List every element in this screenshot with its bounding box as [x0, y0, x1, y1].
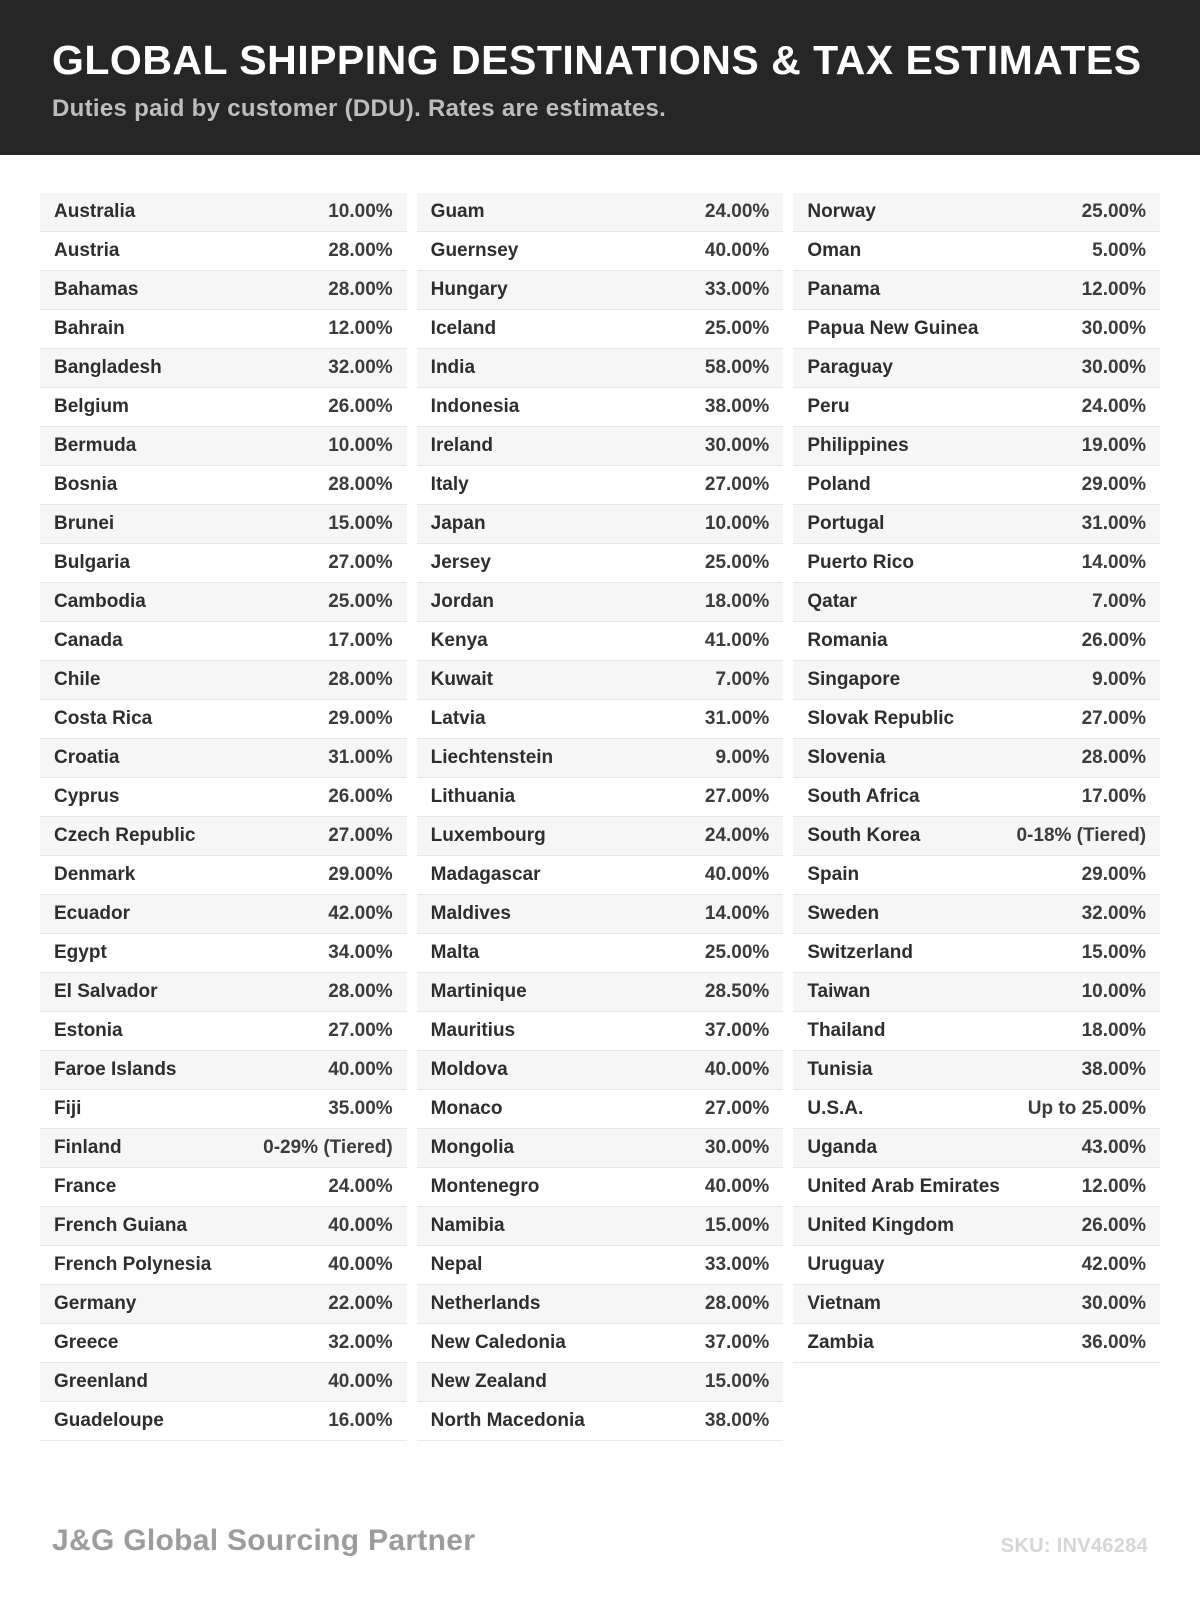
tax-rate: 41.00% — [704, 630, 770, 652]
tax-rate: 30.00% — [1081, 357, 1147, 379]
tax-rate: 24.00% — [328, 1176, 393, 1198]
tax-rate: 27.00% — [328, 825, 393, 847]
table-row — [417, 271, 784, 310]
tax-rate: 42.00% — [1081, 1254, 1147, 1276]
country-name: Uganda — [807, 1137, 878, 1159]
tax-rate: 24.00% — [1081, 396, 1147, 418]
tax-rate: 30.00% — [1081, 1293, 1147, 1315]
tax-rate: 27.00% — [704, 474, 770, 496]
table-row — [417, 856, 784, 895]
table-row — [417, 622, 784, 661]
tax-rate: 26.00% — [328, 396, 393, 418]
tax-rate: 24.00% — [704, 201, 770, 223]
tax-rate: 36.00% — [1081, 1332, 1147, 1354]
table-row — [793, 583, 1160, 622]
table-row — [40, 271, 407, 310]
country-name: Papua New Guinea — [807, 318, 979, 340]
table-row — [417, 700, 784, 739]
tax-rate: 25.00% — [1081, 201, 1147, 223]
tax-rate: 58.00% — [704, 357, 770, 379]
country-name: Lithuania — [430, 786, 516, 808]
table-row — [793, 1051, 1160, 1090]
table-row — [417, 1090, 784, 1129]
table-row — [793, 466, 1160, 505]
country-name: Germany — [54, 1293, 137, 1315]
table-row — [417, 1324, 784, 1363]
country-name: Poland — [807, 474, 871, 496]
country-name: Monaco — [430, 1098, 503, 1120]
table-row — [417, 1285, 784, 1324]
tax-rate: 29.00% — [328, 708, 393, 730]
tax-rate: 9.00% — [715, 747, 770, 769]
country-name: Finland — [54, 1137, 122, 1159]
tax-rate: 29.00% — [328, 864, 393, 886]
table-row — [40, 622, 407, 661]
tax-rate: 17.00% — [328, 630, 393, 652]
country-name: Denmark — [54, 864, 136, 886]
tax-rate: 32.00% — [328, 1332, 393, 1354]
table-row — [793, 778, 1160, 817]
country-name: Jordan — [430, 591, 495, 613]
country-name: Ecuador — [54, 903, 131, 925]
page-subtitle: Duties paid by customer (DDU). Rates are estimates. — [52, 95, 667, 123]
table-row — [793, 622, 1160, 661]
tax-rate: 27.00% — [1081, 708, 1147, 730]
tax-rate: 29.00% — [1081, 474, 1147, 496]
country-name: Taiwan — [807, 981, 871, 1003]
table-row — [417, 310, 784, 349]
tax-rate: 7.00% — [1092, 591, 1147, 613]
table-row — [417, 1207, 784, 1246]
tax-rate: 28.00% — [1081, 747, 1147, 769]
tax-rate: 15.00% — [1081, 942, 1147, 964]
tax-rate: 26.00% — [1081, 630, 1147, 652]
table-row — [417, 505, 784, 544]
page-header — [0, 0, 1200, 155]
country-name: Qatar — [807, 591, 857, 613]
country-name: Mauritius — [430, 1020, 516, 1042]
country-name: Bermuda — [54, 435, 137, 457]
table-row — [793, 1090, 1160, 1129]
country-name: Philippines — [807, 435, 909, 457]
tax-rate: 14.00% — [1081, 552, 1147, 574]
table-row — [793, 271, 1160, 310]
country-name: North Macedonia — [430, 1410, 585, 1432]
tax-rate: 14.00% — [704, 903, 770, 925]
table-row — [40, 856, 407, 895]
table-row — [40, 700, 407, 739]
tax-rate: 25.00% — [704, 318, 770, 340]
tax-rate: 18.00% — [704, 591, 770, 613]
tax-rate: 0-29% (Tiered) — [263, 1137, 393, 1159]
table-row — [40, 427, 407, 466]
table-row — [40, 544, 407, 583]
tax-rate: 25.00% — [328, 591, 393, 613]
country-name: Puerto Rico — [807, 552, 914, 574]
table-row — [793, 739, 1160, 778]
table-row — [40, 1012, 407, 1051]
country-name: Guadeloupe — [54, 1410, 164, 1432]
table-row — [40, 1051, 407, 1090]
table-row — [417, 544, 784, 583]
table-row — [417, 934, 784, 973]
tax-rate: 40.00% — [704, 864, 770, 886]
table-row — [417, 583, 784, 622]
table-row — [417, 427, 784, 466]
tax-rate: 40.00% — [328, 1371, 393, 1393]
table-row — [793, 1168, 1160, 1207]
table-row — [417, 1168, 784, 1207]
table-row — [417, 1402, 784, 1441]
country-name: Greenland — [54, 1371, 148, 1393]
country-name: Guam — [430, 201, 485, 223]
table-row — [417, 1051, 784, 1090]
country-name: Bahrain — [54, 318, 125, 340]
country-name: French Guiana — [54, 1215, 188, 1237]
country-name: Iceland — [430, 318, 497, 340]
tax-rate: 15.00% — [704, 1371, 770, 1393]
tax-rate: 17.00% — [1081, 786, 1147, 808]
tax-rate: 10.00% — [328, 201, 393, 223]
table-row — [417, 1246, 784, 1285]
tax-rate: 27.00% — [328, 1020, 393, 1042]
tax-rate: Up to 25.00% — [1027, 1098, 1147, 1120]
table-row — [793, 700, 1160, 739]
country-name: Nepal — [430, 1254, 483, 1276]
country-name: Kuwait — [430, 669, 493, 691]
country-name: Cambodia — [54, 591, 146, 613]
country-name: Indonesia — [430, 396, 520, 418]
table-row — [793, 1129, 1160, 1168]
country-name: Italy — [430, 474, 469, 496]
country-name: Montenegro — [430, 1176, 540, 1198]
country-name: Slovak Republic — [807, 708, 955, 730]
tax-rate: 30.00% — [704, 435, 770, 457]
country-name: Egypt — [54, 942, 107, 964]
table-row — [40, 388, 407, 427]
country-name: Bahamas — [54, 279, 139, 301]
country-name: Chile — [54, 669, 101, 691]
tax-rate: 28.00% — [704, 1293, 770, 1315]
country-name: U.S.A. — [807, 1098, 864, 1120]
country-name: Canada — [54, 630, 123, 652]
tax-rate: 29.00% — [1081, 864, 1147, 886]
tax-rate: 25.00% — [704, 942, 770, 964]
tax-rate: 38.00% — [1081, 1059, 1147, 1081]
tax-rate: 28.50% — [704, 981, 770, 1003]
table-row — [40, 1363, 407, 1402]
country-name: Norway — [807, 201, 876, 223]
country-name: Austria — [54, 240, 120, 262]
tax-rate: 10.00% — [328, 435, 393, 457]
table-row — [40, 739, 407, 778]
table-row — [417, 817, 784, 856]
table-row — [793, 1285, 1160, 1324]
table-row — [417, 1012, 784, 1051]
tax-rate: 31.00% — [1081, 513, 1147, 535]
tax-rate: 40.00% — [704, 1176, 770, 1198]
tax-rate: 30.00% — [704, 1137, 770, 1159]
tax-rate: 18.00% — [1081, 1020, 1147, 1042]
table-row — [417, 778, 784, 817]
table-row — [793, 1207, 1160, 1246]
table-row — [40, 193, 407, 232]
country-name: Zambia — [807, 1332, 874, 1354]
page-footer — [0, 1524, 1200, 1600]
tax-rate: 12.00% — [1081, 279, 1147, 301]
tax-rate: 28.00% — [328, 474, 393, 496]
country-name: Paraguay — [807, 357, 893, 379]
tax-rate: 7.00% — [715, 669, 770, 691]
country-name: Bulgaria — [54, 552, 131, 574]
table-row — [417, 739, 784, 778]
country-name: Japan — [430, 513, 486, 535]
tax-rate: 25.00% — [704, 552, 770, 574]
table-row — [40, 778, 407, 817]
country-name: Hungary — [430, 279, 508, 301]
country-name: Uruguay — [807, 1254, 885, 1276]
table-row — [793, 232, 1160, 271]
table-row — [40, 1285, 407, 1324]
country-name: India — [430, 357, 476, 379]
table-row — [40, 310, 407, 349]
tax-rate: 28.00% — [328, 669, 393, 691]
country-name: Thailand — [807, 1020, 886, 1042]
tax-rate: 22.00% — [328, 1293, 393, 1315]
table-row — [40, 1402, 407, 1441]
country-name: French Polynesia — [54, 1254, 212, 1276]
tax-rate: 27.00% — [704, 786, 770, 808]
table-row — [793, 895, 1160, 934]
table-row — [417, 1363, 784, 1402]
tax-rate: 12.00% — [328, 318, 393, 340]
country-name: Spain — [807, 864, 860, 886]
tax-rate: 42.00% — [328, 903, 393, 925]
rates-column-3 — [793, 193, 1160, 1363]
table-row — [40, 1168, 407, 1207]
country-name: Singapore — [807, 669, 901, 691]
tax-rate: 12.00% — [1081, 1176, 1147, 1198]
country-name: Switzerland — [807, 942, 913, 964]
tax-rate: 37.00% — [704, 1020, 770, 1042]
tax-rate: 35.00% — [328, 1098, 393, 1120]
table-row — [793, 1324, 1160, 1363]
rates-grid — [0, 155, 1200, 1441]
table-row — [793, 661, 1160, 700]
table-row — [793, 934, 1160, 973]
country-name: Martinique — [430, 981, 527, 1003]
table-row — [40, 232, 407, 271]
sku-label: SKU: INV46284 — [1000, 1535, 1148, 1557]
tax-rate: 40.00% — [704, 1059, 770, 1081]
country-name: South Korea — [807, 825, 921, 847]
country-name: Brunei — [54, 513, 115, 535]
table-row — [40, 349, 407, 388]
country-name: Fiji — [54, 1098, 82, 1120]
country-name: Faroe Islands — [54, 1059, 177, 1081]
country-name: Panama — [807, 279, 881, 301]
table-row — [40, 583, 407, 622]
country-name: Czech Republic — [54, 825, 196, 847]
tax-rate: 28.00% — [328, 279, 393, 301]
tax-rate: 32.00% — [1081, 903, 1147, 925]
country-name: Netherlands — [430, 1293, 541, 1315]
table-row — [417, 1129, 784, 1168]
tax-rate: 15.00% — [328, 513, 393, 535]
country-name: Slovenia — [807, 747, 886, 769]
table-row — [40, 1090, 407, 1129]
table-row — [40, 934, 407, 973]
tax-rate: 27.00% — [328, 552, 393, 574]
tax-rate: 43.00% — [1081, 1137, 1147, 1159]
table-row — [793, 310, 1160, 349]
country-name: Bangladesh — [54, 357, 162, 379]
rates-column-1 — [40, 193, 407, 1441]
tax-rate: 26.00% — [328, 786, 393, 808]
tax-rate: 37.00% — [704, 1332, 770, 1354]
tax-rate: 10.00% — [704, 513, 770, 535]
table-row — [40, 1129, 407, 1168]
table-row — [417, 661, 784, 700]
table-row — [40, 973, 407, 1012]
table-row — [40, 1324, 407, 1363]
country-name: Tunisia — [807, 1059, 873, 1081]
country-name: Ireland — [430, 435, 493, 457]
country-name: Moldova — [430, 1059, 508, 1081]
table-row — [793, 1246, 1160, 1285]
country-name: Peru — [807, 396, 850, 418]
table-row — [793, 349, 1160, 388]
country-name: South Africa — [807, 786, 920, 808]
tax-rate: 0-18% (Tiered) — [1016, 825, 1147, 847]
country-name: Croatia — [54, 747, 120, 769]
table-row — [417, 466, 784, 505]
table-row — [793, 1012, 1160, 1051]
table-row — [40, 466, 407, 505]
country-name: Estonia — [54, 1020, 123, 1042]
country-name: Bosnia — [54, 474, 118, 496]
tax-rate: 15.00% — [704, 1215, 770, 1237]
tax-rate: 24.00% — [704, 825, 770, 847]
table-row — [417, 973, 784, 1012]
country-name: Belgium — [54, 396, 129, 418]
tax-rate: 40.00% — [328, 1215, 393, 1237]
country-name: Latvia — [430, 708, 486, 730]
country-name: United Arab Emirates — [807, 1176, 1000, 1198]
country-name: Cyprus — [54, 786, 120, 808]
country-name: Jersey — [430, 552, 491, 574]
table-row — [417, 349, 784, 388]
tax-rate: 10.00% — [1081, 981, 1147, 1003]
country-name: Romania — [807, 630, 888, 652]
table-row — [40, 1246, 407, 1285]
tax-rate: 38.00% — [704, 396, 770, 418]
country-name: Greece — [54, 1332, 119, 1354]
country-name: Malta — [430, 942, 480, 964]
table-row — [417, 895, 784, 934]
table-row — [793, 505, 1160, 544]
page-title: GLOBAL SHIPPING DESTINATIONS & TAX ESTIMATES — [52, 37, 1142, 83]
tax-rate: 40.00% — [704, 240, 770, 262]
table-row — [793, 388, 1160, 427]
country-name: Madagascar — [430, 864, 541, 886]
tax-rate: 38.00% — [704, 1410, 770, 1432]
country-name: Kenya — [430, 630, 488, 652]
country-name: Namibia — [430, 1215, 505, 1237]
country-name: Maldives — [430, 903, 511, 925]
table-row — [793, 427, 1160, 466]
country-name: Australia — [54, 201, 136, 223]
country-name: El Salvador — [54, 981, 158, 1003]
country-name: New Caledonia — [430, 1332, 566, 1354]
table-row — [40, 895, 407, 934]
rates-column-2 — [417, 193, 784, 1441]
country-name: Liechtenstein — [430, 747, 554, 769]
country-name: Guernsey — [430, 240, 519, 262]
table-row — [417, 232, 784, 271]
country-name: Oman — [807, 240, 862, 262]
country-name: Costa Rica — [54, 708, 153, 730]
table-row — [417, 193, 784, 232]
tax-rate: 34.00% — [328, 942, 393, 964]
tax-rate: 33.00% — [704, 279, 770, 301]
table-row — [417, 388, 784, 427]
tax-rate: 28.00% — [328, 981, 393, 1003]
country-name: Mongolia — [430, 1137, 515, 1159]
country-name: Sweden — [807, 903, 880, 925]
table-row — [793, 817, 1160, 856]
country-name: Luxembourg — [430, 825, 546, 847]
table-row — [40, 1207, 407, 1246]
table-row — [40, 817, 407, 856]
table-row — [793, 544, 1160, 583]
tax-rate: 27.00% — [704, 1098, 770, 1120]
country-name: United Kingdom — [807, 1215, 955, 1237]
tax-rate: 28.00% — [328, 240, 393, 262]
tax-rate: 19.00% — [1081, 435, 1147, 457]
brand-name: J&G Global Sourcing Partner — [52, 1524, 476, 1557]
tax-rate: 32.00% — [328, 357, 393, 379]
tax-rate: 5.00% — [1092, 240, 1147, 262]
tax-rate: 26.00% — [1081, 1215, 1147, 1237]
table-row — [40, 661, 407, 700]
tax-rate: 33.00% — [704, 1254, 770, 1276]
country-name: Portugal — [807, 513, 885, 535]
table-row — [793, 973, 1160, 1012]
tax-rate: 30.00% — [1081, 318, 1147, 340]
tax-rate: 40.00% — [328, 1059, 393, 1081]
table-row — [793, 856, 1160, 895]
tax-rate: 16.00% — [328, 1410, 393, 1432]
tax-rate: 9.00% — [1092, 669, 1147, 691]
tax-rate: 40.00% — [328, 1254, 393, 1276]
country-name: New Zealand — [430, 1371, 547, 1393]
country-name: Vietnam — [807, 1293, 881, 1315]
table-row — [793, 193, 1160, 232]
country-name: France — [54, 1176, 117, 1198]
tax-rate: 31.00% — [704, 708, 770, 730]
table-row — [40, 505, 407, 544]
tax-rate: 31.00% — [328, 747, 393, 769]
